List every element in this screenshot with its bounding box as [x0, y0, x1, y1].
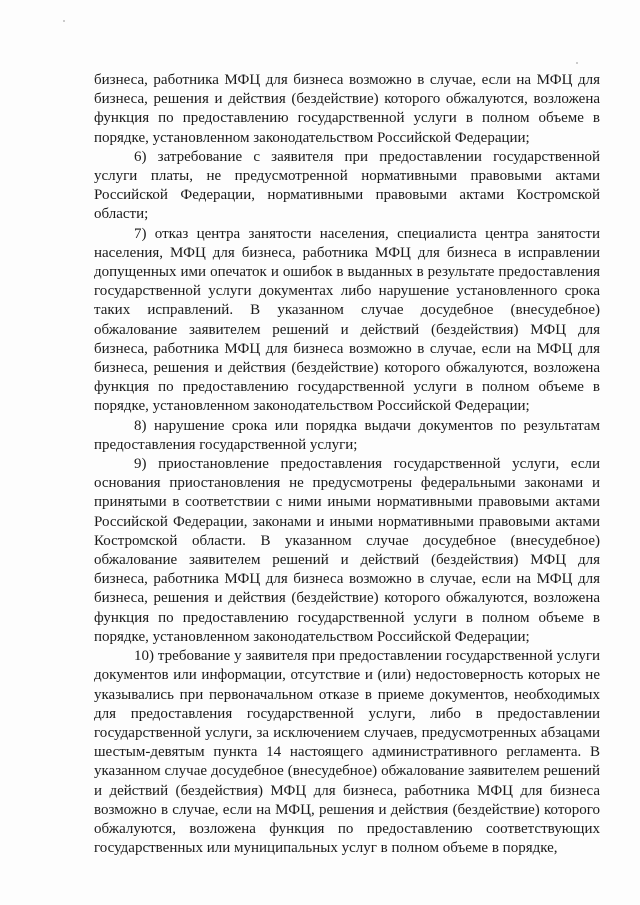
document-body: [94, 71, 600, 858]
paragraph-item-8: 8) нарушение срока или порядка выдачи документов по результатам предоставления государственной услуги;: [94, 417, 600, 453]
paragraph-item-7: 7) отказ центра занятости населения, специалиста центра занятости населения, МФЦ для бизнеса, работника МФЦ для бизнеса в исправлении допущенных ими опечаток и ошибок в выданных в результате предоставления государственной услуги документах либо нарушение установленного срока таких исправлений. В указанном случае досудебное (внесудебное) обжалование заявителем решений и действий (бездействия) МФЦ для бизнеса, работника МФЦ для бизнеса возможно в случае, если на МФЦ для бизнеса, решения и действия (бездействие) которого обжалуются, возложена функция по предоставлению государственной услуги в полном объеме в порядке, установленном законодательством Российской Федерации;: [94, 225, 600, 415]
scan-speck: [63, 20, 65, 22]
scan-speck: [576, 62, 578, 64]
paragraph-item-6: 6) затребование с заявителя при предоставлении государственной услуги платы, не предусмотренной нормативными правовыми актами Российской Федерации, нормативными правовыми актами Костромской области;: [94, 148, 600, 223]
paragraph-item-10: 10) требование у заявителя при предоставлении государственной услуги документов или информации, отсутствие и (или) недостоверность которых не указывались при первоначальном отказе в приеме документов, необходимых для предоставления государственной услуги, либо в предоставлении государственной услуги, за исключением случаев, предусмотренных абзацами шестым-девятым пункта 14 настоящего административного регламента. В указанном случае досудебное (внесудебное) обжалование заявителем решений и действий (бездействия) МФЦ для бизнеса, работника МФЦ для бизнеса возможно в случае, если на МФЦ, решения и действия (бездействие) которого обжалуются, возложена функция по предоставлению соответствующих государственных или муниципальных услуг в полном объеме в порядке,: [94, 648, 600, 857]
paragraph-continuation: бизнеса, работника МФЦ для бизнеса возможно в случае, если на МФЦ для бизнеса, решения и действия (бездействие) которого обжалуются, возложена функция по предоставлению государственной услуги в полном объеме в порядке, установленном законодательством Российской Федерации;: [94, 72, 600, 146]
paragraph-item-9: 9) приостановление предоставления государственной услуги, если основания приостановления не предусмотрены федеральными законами и принятыми в соответствии с ними иными нормативными правовыми актами Российской Федерации, законами и иными нормативными правовыми актами Костромской области. В указанном случае досудебное (внесудебное) обжалование заявителем решений и действий (бездействия) МФЦ для бизнеса, работника МФЦ для бизнеса возможно в случае, если на МФЦ для бизнеса, решения и действия (бездействие) которого обжалуются, возложена функция по предоставлению государственной услуги в полном объеме в порядке, установленном законодательством Российской Федерации;: [94, 456, 600, 645]
